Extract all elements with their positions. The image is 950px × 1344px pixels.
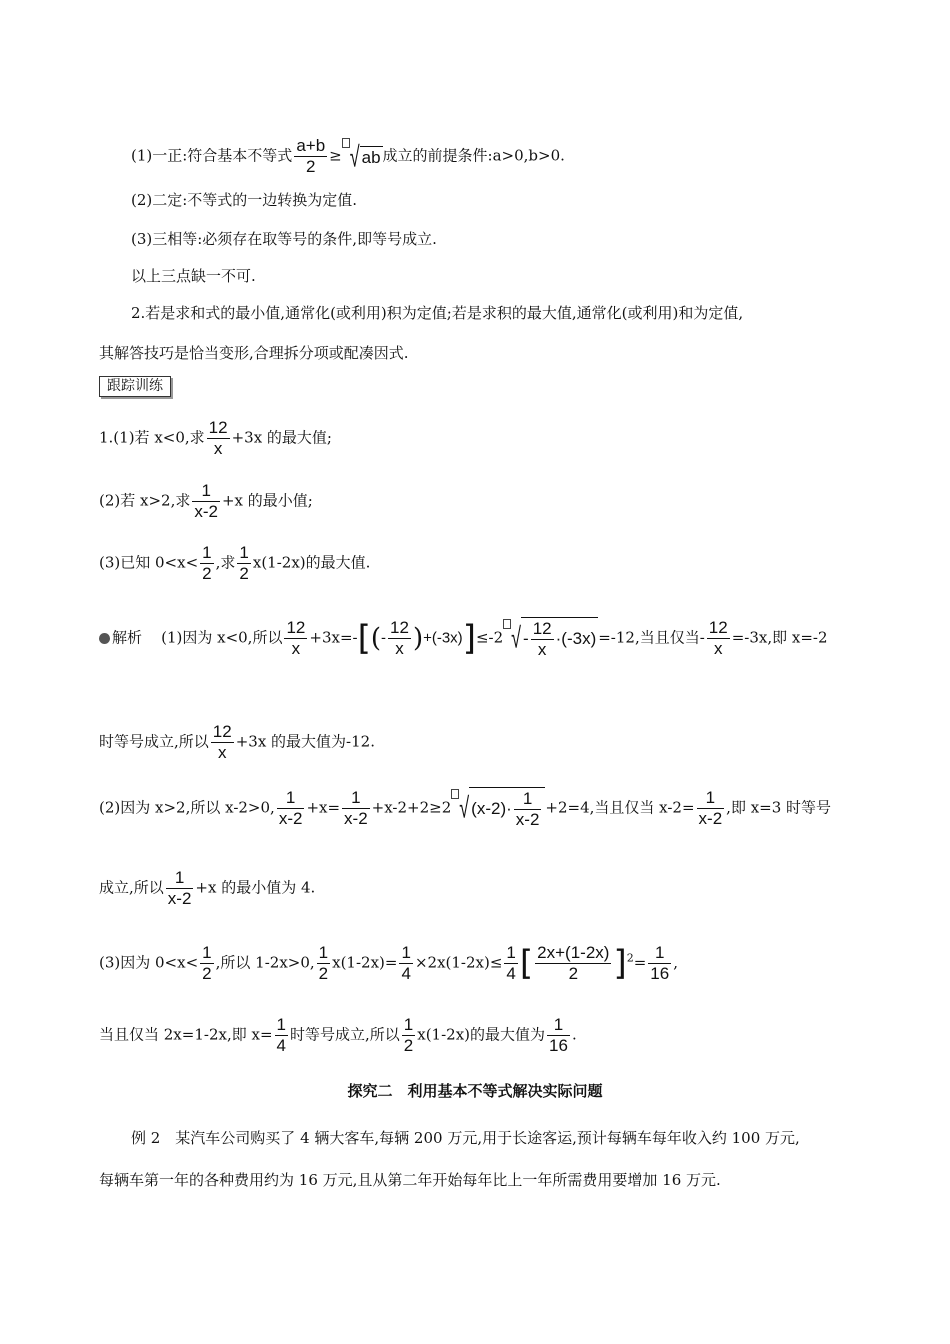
fraction-1-over-x-minus-2: [192, 481, 220, 522]
fraction-1-over-x-minus-2: [697, 788, 725, 829]
solution-3-text: =: [633, 953, 647, 972]
solution-2-text: +x=: [306, 798, 341, 817]
denominator: x: [211, 742, 234, 763]
section-heading: 探究二 利用基本不等式解决实际问题: [347, 1082, 603, 1100]
numerator: 12: [286, 618, 306, 637]
denominator: x: [388, 638, 411, 659]
solution-label: 解析: [112, 628, 143, 647]
solution-3-text: ×2x(1-2x)≤: [414, 953, 503, 972]
solution-3-line-2: [99, 1015, 577, 1056]
geq-sign: ≥: [329, 146, 342, 165]
fraction-1-over-x-minus-2: [342, 788, 370, 829]
solution-1-line-1: [99, 617, 828, 660]
condition-summary: 以上三点缺一不可.: [131, 267, 256, 285]
numerator: 1: [285, 788, 296, 807]
denominator: x-2: [698, 809, 723, 828]
fraction-a-plus-b-over-2: [294, 136, 327, 177]
solution-3-text: 时等号成立,所以: [290, 1025, 400, 1044]
left-paren: (: [370, 623, 382, 654]
denominator: x-2: [344, 809, 368, 828]
condition-1: [131, 136, 565, 177]
fraction-1-over-16: [648, 943, 671, 984]
tip-2-line-2: 其解答技巧是恰当变形,合理拆分项或配凑因式.: [99, 344, 409, 362]
numerator: 12: [208, 418, 228, 437]
fraction-1-over-x-minus-2: [166, 868, 194, 909]
solution-2-line-2: [99, 868, 315, 909]
denominator: 4: [276, 1036, 286, 1055]
numerator: 1: [276, 1015, 286, 1034]
solution-1-text: ≤-2: [475, 628, 504, 647]
exercise-1-text: 1.(1)若 x<0,求: [99, 428, 205, 447]
condition-2: (2)二定:不等式的一边转换为定值.: [131, 191, 358, 209]
denominator: 2: [318, 964, 329, 983]
fraction-1-over-2: [200, 543, 213, 584]
term-neg-3x: +(-3x): [423, 629, 463, 647]
denominator: x: [284, 638, 307, 659]
sqrt-product: √ (x-2)· $\frac{1}{x-2}$: [459, 787, 545, 830]
sqrt-ab: √ ab: [349, 140, 381, 173]
fraction-12-over-x: [284, 618, 307, 659]
solution-1-text: (1)因为 x<0,所以: [161, 628, 283, 647]
numerator: 1: [174, 868, 185, 887]
radicand: ab: [361, 147, 381, 167]
solution-1-text: +3x=-: [309, 628, 358, 647]
exponent: 2: [626, 951, 634, 965]
denominator: 2: [202, 964, 212, 983]
solution-1-line-2: [99, 722, 375, 763]
right-paren: ): [412, 623, 424, 654]
denominator: 4: [401, 964, 411, 983]
solution-3-line-1: [99, 943, 678, 984]
denominator: 16: [549, 1036, 568, 1055]
numerator: a+b: [296, 136, 326, 155]
denominator: x-2: [194, 502, 218, 521]
tracking-training-tag: 跟踪训练: [99, 376, 171, 397]
solution-3-text: x(1-2x)=: [332, 953, 398, 972]
numerator: 1: [202, 543, 212, 562]
exercise-2: [99, 481, 313, 522]
denominator: 2: [294, 156, 327, 177]
numerator: 1: [553, 1015, 564, 1034]
numerator: 12: [532, 619, 552, 638]
exercise-3-mid: ,求: [215, 553, 236, 572]
fraction-12-over-x: [531, 619, 554, 660]
condition-1-tail: 成立的前提条件:a>0,b>0.: [382, 146, 565, 165]
condition-1-text: (1)一正:符合基本不等式: [131, 146, 293, 165]
denominator: x-2: [167, 889, 192, 908]
sqrt-product: √ - $\frac{12}{x}$ ·(-3x): [511, 619, 597, 659]
numerator: 1: [318, 943, 329, 962]
denominator: 4: [506, 964, 516, 983]
tip-2-line-1: 2.若是求和式的最小值,通常化(或利用)积为定值;若是求积的最大值,通常化(或利用)和为定值,: [131, 304, 744, 322]
solution-1-text: 时等号成立,所以: [99, 732, 209, 751]
fraction-12-over-x: [388, 618, 411, 659]
solution-2-text: +x-2+2≥2: [371, 798, 452, 817]
solution-1-text: =-12,当且仅当-: [598, 628, 705, 647]
numerator: 12: [708, 618, 728, 637]
exercise-1-tail: +3x 的最大值;: [231, 428, 332, 447]
fraction-12-over-x: [211, 722, 234, 763]
denominator: 2: [535, 963, 611, 984]
fraction-1-over-16: [547, 1015, 570, 1056]
solution-3-text: .: [571, 1025, 577, 1044]
solution-2-text: ,即 x=3 时等号: [726, 798, 832, 817]
solution-3-text: (3)因为 0<x<: [99, 953, 199, 972]
numerator: 1: [401, 943, 411, 962]
solution-3-text: ,所以 1-2x>0,: [215, 953, 315, 972]
denominator: x: [531, 639, 554, 660]
fraction-1-over-2: [317, 943, 330, 984]
numerator: 1: [522, 789, 533, 808]
numerator: 1: [202, 943, 212, 962]
fraction-12-over-x: [707, 618, 730, 659]
solution-3-text: 当且仅当 2x=1-2x,即 x=: [99, 1025, 273, 1044]
fraction-1-over-2: [200, 943, 213, 984]
term-dot-neg-3x: ·(-3x): [555, 628, 597, 648]
numerator: 1: [201, 481, 211, 500]
solution-3-text: ,: [673, 953, 678, 972]
fraction-1-over-2: [237, 543, 250, 584]
numerator: 12: [390, 618, 409, 637]
denominator: 2: [202, 564, 212, 583]
right-bracket: ]: [462, 618, 476, 659]
numerator: 12: [212, 722, 232, 741]
denominator: x-2: [515, 810, 540, 829]
denominator: 2: [403, 1036, 414, 1055]
fraction-1-over-2: [402, 1015, 415, 1056]
condition-3: (3)三相等:必须存在取等号的条件,即等号成立.: [131, 230, 437, 248]
numerator: 1: [506, 943, 516, 962]
example-2-line-2: 每辆车第一年的各种费用约为 16 万元,且从第二年开始每年比上一年所需费用要增加 16 万元.: [99, 1171, 721, 1189]
minus-sign: -: [523, 628, 529, 648]
fraction-12-over-x: [207, 418, 230, 459]
numerator: 1: [239, 543, 249, 562]
denominator: 2: [239, 564, 249, 583]
analysis-icon: [99, 633, 110, 644]
solution-3-text: x(1-2x)的最大值为: [417, 1025, 546, 1044]
solution-1-text: =-3x,即 x=-2: [731, 628, 828, 647]
denominator: 16: [650, 964, 670, 983]
fraction-1-over-4: [399, 943, 412, 984]
numerator: 1: [403, 1015, 414, 1034]
solution-2-line-1: [99, 787, 831, 830]
fraction-1-over-4: [504, 943, 517, 984]
numerator: 1: [351, 788, 361, 807]
solution-2-text: 成立,所以: [99, 878, 164, 897]
denominator: x-2: [278, 809, 303, 828]
minus-sign: -: [381, 629, 387, 647]
right-bracket: ]: [613, 943, 627, 984]
term-x-minus-2: (x-2)·: [471, 798, 512, 818]
placeholder-box: [342, 138, 350, 148]
placeholder-box: [503, 619, 511, 629]
solution-2-text: (2)因为 x>2,所以 x-2>0,: [99, 798, 275, 817]
exercise-3-tail: x(1-2x)的最大值.: [252, 553, 371, 572]
denominator: x: [707, 638, 730, 659]
left-bracket: [: [519, 943, 534, 984]
placeholder-box: [451, 789, 459, 799]
solution-2-text: +2=4,当且仅当 x-2=: [545, 798, 695, 817]
example-2-line-1: 例 2 某汽车公司购买了 4 辆大客车,每辆 200 万元,用于长途客运,预计每辆车每年收入约 100 万元,: [131, 1129, 800, 1147]
exercise-1: [99, 418, 332, 459]
fraction-1-over-4: [275, 1015, 288, 1056]
fraction-1-over-x-minus-2: [514, 789, 542, 830]
left-bracket: [: [357, 618, 371, 659]
exercise-3-text: (3)已知 0<x<: [99, 553, 199, 572]
fraction-1-over-x-minus-2: [277, 788, 305, 829]
solution-2-text: +x 的最小值为 4.: [195, 878, 316, 897]
exercise-2-text: (2)若 x>2,求: [99, 491, 191, 510]
exercise-3: [99, 543, 370, 584]
denominator: x: [207, 438, 230, 459]
solution-1-text: +3x 的最大值为-12.: [235, 732, 375, 751]
numerator: 1: [655, 943, 665, 962]
exercise-2-tail: +x 的最小值;: [221, 491, 313, 510]
numerator: 1: [705, 788, 716, 807]
numerator: 2x+(1-2x): [537, 943, 610, 962]
fraction-sum-over-2: [535, 943, 611, 984]
